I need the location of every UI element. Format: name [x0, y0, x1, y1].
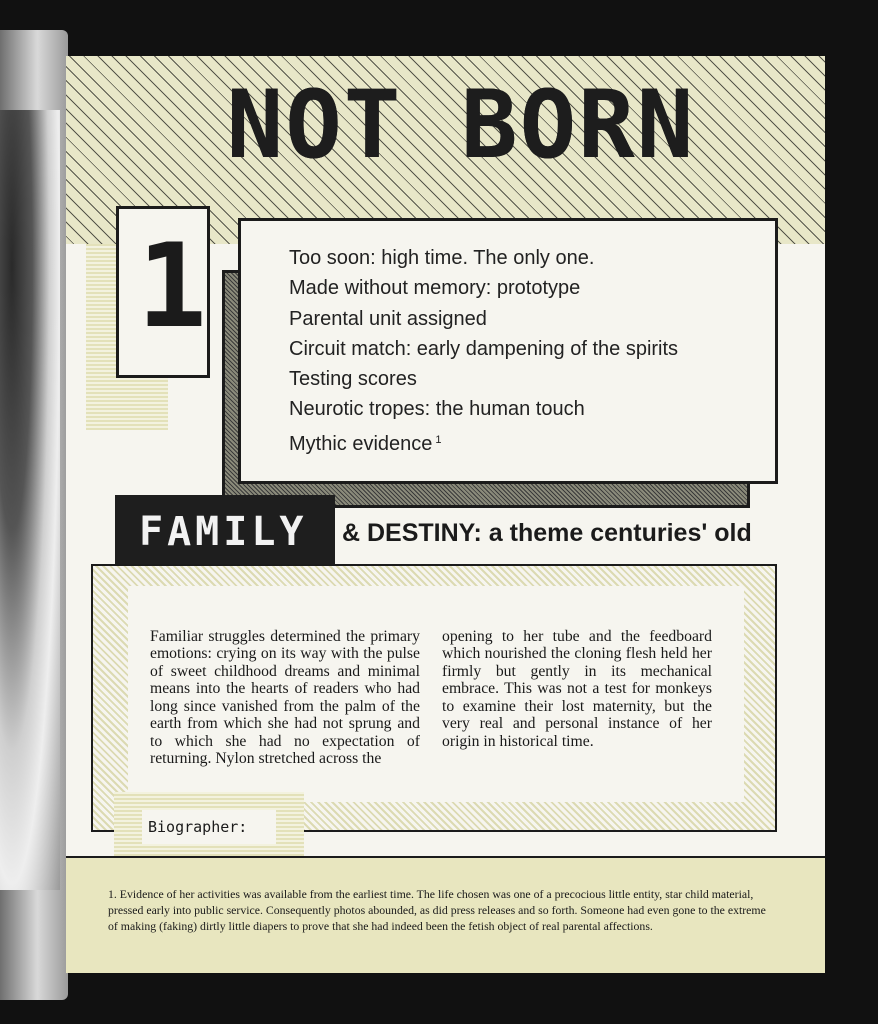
chapter-number-box — [116, 206, 210, 378]
list-item: Made without memory: prototype — [289, 277, 581, 300]
portrait-photo — [0, 110, 60, 890]
list-item: Circuit match: early dampening of the spirits — [289, 337, 679, 360]
biographer-label: Biographer: — [142, 810, 276, 844]
chapter-number: 1 — [137, 219, 207, 354]
list-item: Neurotic tropes: the human touch — [289, 398, 585, 421]
section-subheading: & DESTINY: a theme centuries' old — [342, 519, 752, 547]
theme-list — [241, 221, 775, 459]
footnote-area — [66, 856, 825, 973]
footnote-text: 1. Evidence of her activities was available from the earliest time. The life chosen was one of a precocious little entity, star child material, pressed early into public service. Consequently photos abounded, as did press releases and so forth. Someone had even gone to the extreme of making (faking) dirtly little diapers to prove that she had indeed been the fetish object of real parental affections. — [108, 887, 766, 933]
list-item-text: Mythic evidence — [289, 432, 433, 455]
magazine-page — [66, 56, 825, 973]
list-box — [238, 218, 778, 484]
body-column-2: opening to her tube and the feedboard which nourished the cloning flesh held her firmly but gently in its mechanical embrace. This was not a test for monkeys to examine their lost maternity, but the very real and personal instance of her origin in historical time. — [442, 627, 712, 750]
body-column-1: Familiar struggles determined the primary emotions: crying on its way with the pulse of sweet childhood dreams and minimal means into the hearts of readers who had long since vanished from the palm of the earth from which she had not sprung and to which she had no expectation of returning. Nylon stretched across the — [150, 627, 420, 768]
list-item — [289, 425, 775, 459]
footnote-marker: 1 — [435, 433, 442, 446]
page-title: NOT BORN — [226, 71, 696, 180]
list-item: Parental unit assigned — [289, 307, 487, 330]
left-page-edge — [0, 30, 68, 1000]
list-item: Testing scores — [289, 368, 417, 391]
list-item: Too soon: high time. The only one. — [289, 247, 595, 269]
family-heading: FAMILY — [139, 509, 308, 555]
